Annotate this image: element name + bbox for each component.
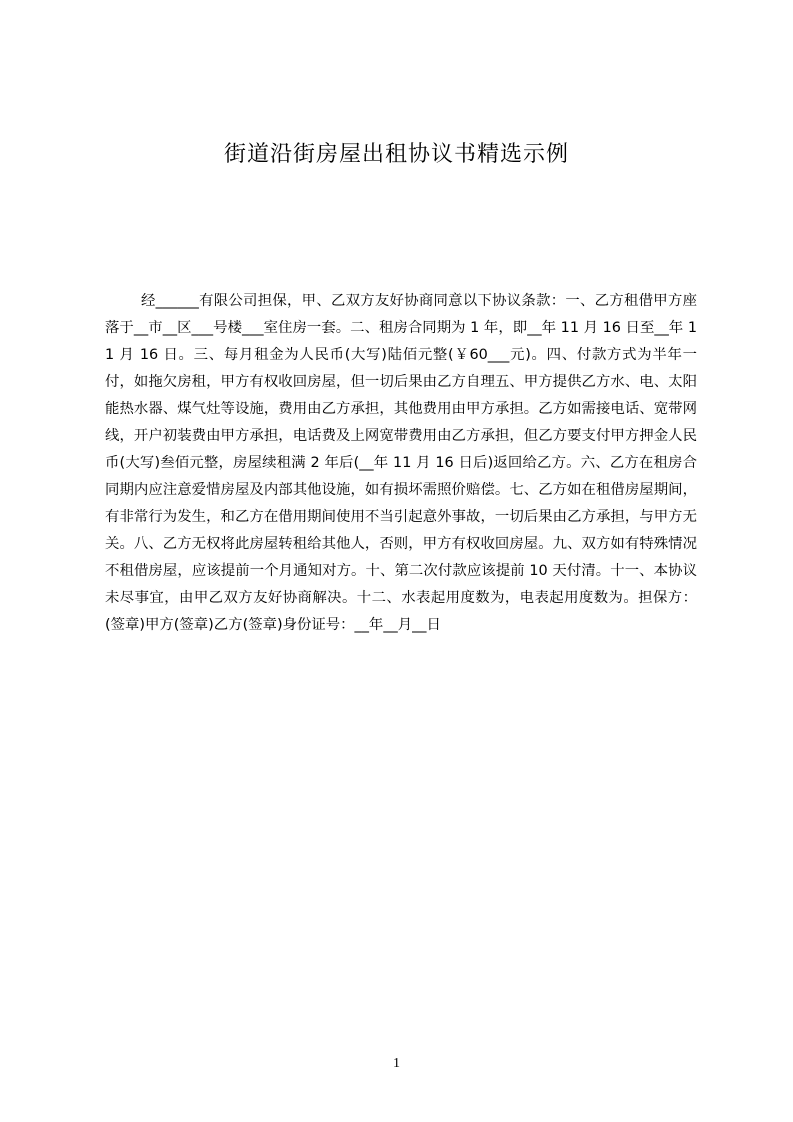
agreement-body-text: 经______有限公司担保，甲、乙双方友好协商同意以下协议条款：一、乙方租借甲方座落于__市__区___号楼___室住房一套。二、租房合同期为 1 年，即__年 11 月 16 日至__年 11 月 16 日。三、每月租金为人民币(大写)陆佰元整(￥60___元)。四、付款方式为半年一付，如拖欠房租，甲方有权收回房屋，但一切后果由乙方自理五、甲方提供乙方水、电、太阳能热水器、煤气灶等设施，费用由乙方承担，其他费用由甲方承担。乙方如需接电话、宽带网线，开户初装费由甲方承担，电话费及上网宽带费用由乙方承担，但乙方要支付甲方押金人民币(大写)叁佰元整，房屋续租满 2 年后(__年 11 月 16 日后)返回给乙方。六、乙方在租房合同期内应注意爱惜房屋及内部其他设施，如有损坏需照价赔偿。七、乙方如在租借房屋期间，有非常行为发生，和乙方在借用期间使用不当引起意外事故，一切后果由乙方承担，与甲方无关。八、乙方无权将此房屋转租给其他人，否则，甲方有权收回房屋。九、双方如有特殊情况不租借房屋，应该提前一个月通知对方。十、第二次付款应该提前 10 天付清。十一、本协议未尽事宜，由甲乙双方友好协商解决。十二、水表起用度数为，电表起用度数为。担保方：(签章)甲方(签章)乙方(签章)身份证号：__年__月__日 <box>105 293 697 633</box>
page-number: 1 <box>393 1056 400 1071</box>
document-title: 街道沿街房屋出租协议书精选示例 <box>223 142 569 167</box>
